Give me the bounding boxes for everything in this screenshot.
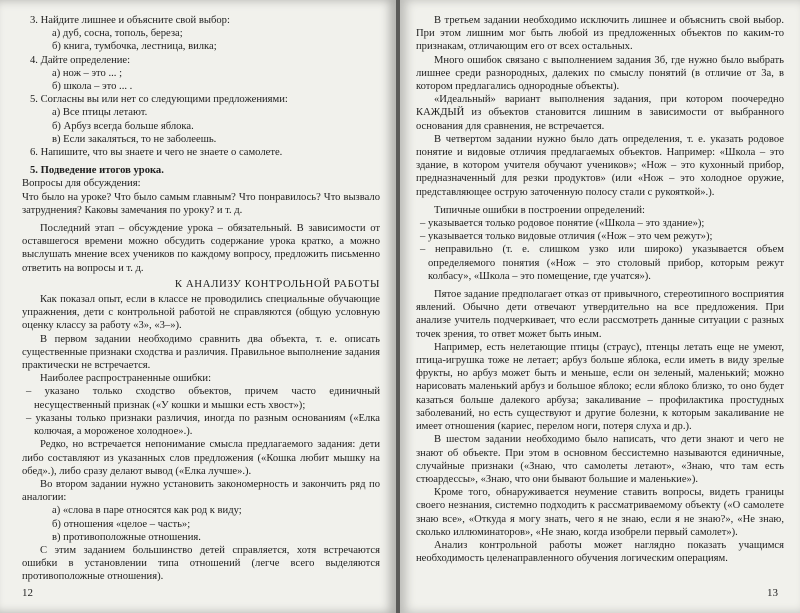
left-page-text (22, 14, 380, 584)
paragraph: Редко, но встречается непонимание смысла предлагаемого задания: дети либо составляют из указанных слов предложения («Кошка любит мышку на обед».), либо сразу делают вывод («Елка лучше».). (22, 439, 380, 477)
paragraph: В третьем задании необходимо исключить лишнее и объяснить свой выбор. При этом лишним мог быть любой из предложенных объектов по каким-то признакам, отличающим его от всех остальных. (416, 15, 784, 53)
paragraph: Наиболее распространенные ошибки: (40, 373, 212, 385)
left-page (0, 0, 396, 613)
section-heading: К АНАЛИЗУ КОНТРОЛЬНОЙ РАБОТЫ (174, 277, 380, 290)
task-list (22, 14, 380, 159)
paragraph: Во втором задании нужно установить закономерность и закончить ряд по аналогии: (22, 478, 380, 504)
paragraph: Кроме того, обнаруживается неумение ставить вопросы, видеть границы своего незнания, системно подходить к рассматриваемому объекту («О самолете знаю все», «Откуда я могу знать, чего я не знаю, если я не знаю?», «Не знаю, сколько иллюминаторов», «Не знаю, когда изобрели первый самолет»). (416, 487, 784, 538)
paragraph: Много ошибок связано с выполнением задания 3б, где нужно было выбрать лишнее среди разнородных, далеких по смыслу понятий (в отличие от 3а, в котором предлагались однородные объекты). (416, 54, 784, 93)
discussion-text: Что было на уроке? Что было самым главным? Что понравилось? Что вызвало затруднения? Каковы замечания по уроку? и т. д. (22, 191, 380, 216)
task-item: 3. Найдите лишнее и объясните свой выбор: (30, 15, 230, 26)
analogy-item: б) отношения «целое – часть»; (52, 518, 191, 530)
error-item: – указаны только признаки различия, иногда по разным основаниям («Елка колючая, а мороженое холодное».). (26, 412, 380, 438)
right-page (400, 0, 800, 613)
analogy-item: а) «слова в паре относятся как род к виду; (52, 505, 242, 517)
task-option: а) Все птицы летают. (52, 107, 148, 119)
page-number: 13 (767, 587, 778, 599)
paragraph: В первом задании необходимо сравнить два объекта, т. е. описать существенные признаки сходства и различия. Правильное выполнение задания практически не встречается. (22, 333, 380, 372)
error-item: – указано только сходство объектов, причем часто единичный несущественный признак («У кошки и мышки есть хвост»); (26, 386, 380, 411)
paragraph: Как показал опыт, если в классе не проводились специальные обучающие упражнения, дети с контрольной работой не справляются (общую условную оценку классу за работу «3», «3–»). (22, 294, 380, 332)
paragraph: В шестом задании необходимо было написать, что дети знают и чего не знают об объекте. При этом в основном бессистемно называются единичные, случайные признаки («Знаю, что самолеты летают», «Знаю, что там есть стюардессы», «Знаю, что они бывают большие и маленькие»). (416, 434, 784, 485)
error-item: – указывается только видовые отличия («Нож – это чем режут»); (420, 231, 713, 243)
task-option: а) дуб, сосна, тополь, береза; (52, 28, 183, 40)
page-number: 12 (22, 587, 33, 599)
task-option: б) книга, тумбочка, лестница, вилка; (52, 41, 217, 53)
error-item: – указывается только родовое понятие («Школа – это здание»); (420, 218, 705, 230)
task-option: б) школа – это ... . (52, 81, 133, 93)
paragraph: Последний этап – обсуждение урока – обязательный. В зависимости от оставшегося времени можно обсудить содержание урока кратко, а можно выслушать мнение всех учеников по каждому вопросу, предложить письменно ответить на вопросы и т. д. (22, 223, 380, 274)
section-title: 5. Подведение итогов урока. (30, 165, 164, 177)
paragraph: Анализ контрольной работы может наглядно показать учащимся необходимость целенаправленного обучения логическим операциям. (416, 539, 784, 565)
error-item: – неправильно (т. е. слишком узко или широко) указывается объем определяемого понятия («Нож – это столовый прибор, которым режут колбасу», «Школа – это помещение, где учатся»). (420, 244, 784, 282)
task-item: 6. Напишите, что вы знаете и чего не знаете о самолете. (30, 147, 283, 159)
paragraph: Например, есть нелетающие птицы (страус), птенцы летать еще не умеют, птица-игрушка тоже не летает; арбуз больше яблока, если иметь в виду зрелые фрукты, но арбуз может быть и меньше, если он зеленый, маленький; можно нарисовать маленький арбуз и большое яблоко; если яблоко близко, то оно будет казаться больше далекого арбуза; закаливание – профилактика простудных заболеваний, но есть существуют и другие болезни, к которым закаливание не имеет отношения (кариес, перелом ноги, потеря слуха и др.). (416, 341, 784, 433)
task-option: в) Если закаляться, то не заболеешь. (52, 133, 217, 145)
paragraph: В четвертом задании нужно было дать определения, т. е. указать родовое понятие и видовые отличия предлагаемых объектов. Например: «Школа – это здание, в котором учителя обучают учеников»; «Нож – это кухонный прибор, предназначенный для резки продуктов» (или «Нож – это холодное оружие, представляющее острую заточенную полосу стали с рукояткой».). (416, 133, 784, 198)
paragraph: С этим заданием большинство детей справляется, хотя встречаются ошибки в установлении типа отношений (легче всего выделяются противоположные отношения). (22, 544, 380, 583)
analogy-item: в) противоположные отношения. (52, 531, 201, 543)
right-page-text (416, 14, 784, 565)
discussion-label: Вопросы для обсуждения: (22, 178, 141, 190)
task-option: а) нож – это ... ; (52, 67, 123, 79)
task-item: 5. Согласны вы или нет со следующими предложениями: (30, 94, 288, 106)
typical-errors-label: Типичные ошибки в построении определений: (434, 204, 645, 216)
task-option: б) Арбуз всегда больше яблока. (52, 120, 194, 132)
task-item: 4. Дайте определение: (30, 54, 131, 66)
paragraph: «Идеальный» вариант выполнения задания, при котором поочередно КАЖДЫЙ из объектов становится лишним в зависимости от выбранного основания для сравнения, не встречается. (416, 94, 784, 132)
paragraph: Пятое задание предполагает отказ от привычного, стереотипного восприятия явлений. Обычно дети отвечают утвердительно на все предложения. При анализе учитель подчеркивает, что если рассмотреть данные ситуации с разных точек зрения, то ответ может быть иным. (416, 289, 784, 340)
